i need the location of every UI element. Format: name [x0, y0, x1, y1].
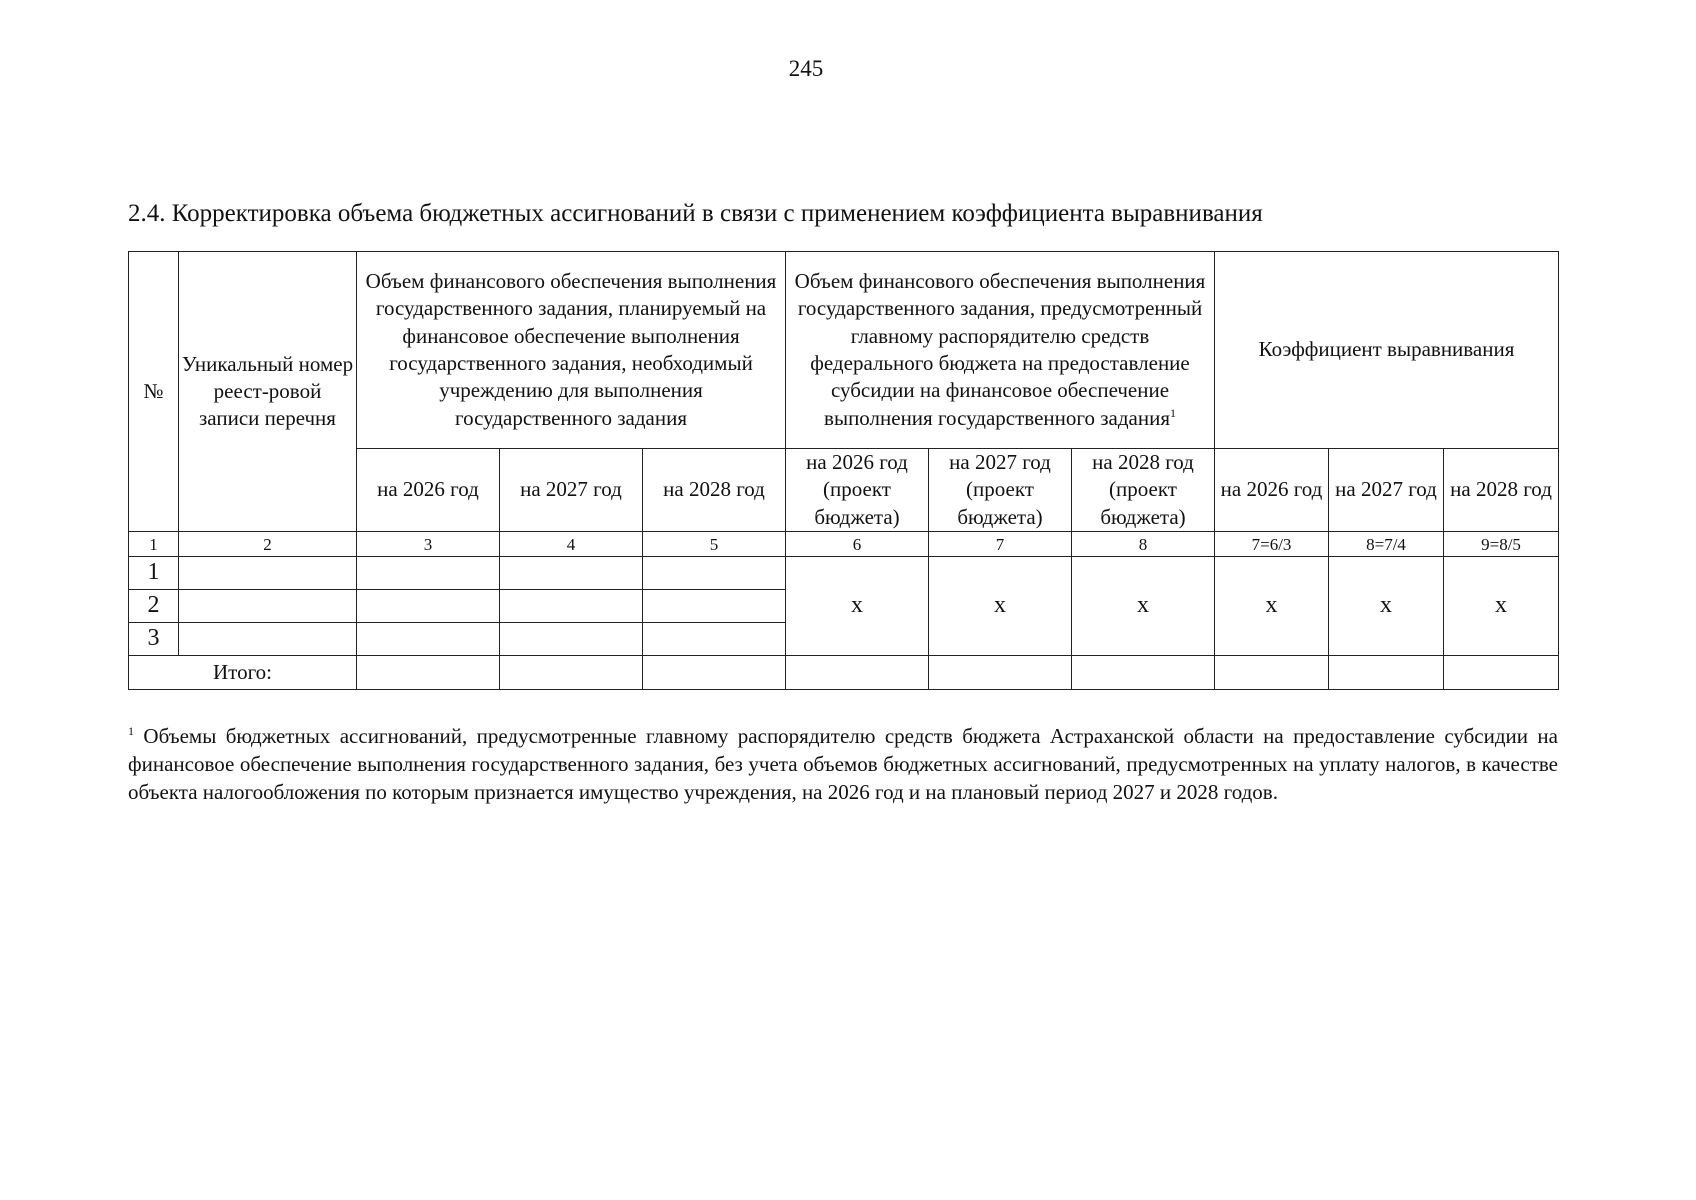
- table-cell: [643, 623, 786, 656]
- table-cell: [357, 623, 500, 656]
- column-number: 8: [1072, 532, 1215, 557]
- x-cell: x: [1072, 557, 1215, 656]
- row-number: 3: [129, 623, 179, 656]
- table-cell: [643, 656, 786, 690]
- x-cell: x: [1329, 557, 1444, 656]
- subheader-cell: на 2028 год: [643, 449, 786, 532]
- column-number: 2: [179, 532, 357, 557]
- column-number: 7: [929, 532, 1072, 557]
- column-number: 9=8/5: [1444, 532, 1559, 557]
- table-row: [129, 557, 1559, 590]
- subheader-cell: на 2026 год: [1215, 449, 1329, 532]
- row-number: 2: [129, 590, 179, 623]
- table-cell: [357, 557, 500, 590]
- footnote: [128, 717, 1558, 806]
- table-cell: [357, 590, 500, 623]
- subheader-cell: на 2027 год (проект бюджета): [929, 449, 1072, 532]
- footnote-ref: 1: [1169, 405, 1176, 420]
- table-cell: [357, 656, 500, 690]
- column-number: 8=7/4: [1329, 532, 1444, 557]
- header-planned-volume: Объем финансового обеспечения выполнения государственного задания, планируемый на финансовое обеспечение выполнения государственного задания, необходимый учреждению для выполнения государственного задания: [357, 252, 786, 449]
- table-cell: [786, 656, 929, 690]
- table-cell: [500, 590, 643, 623]
- subheader-cell: на 2028 год (проект бюджета): [1072, 449, 1215, 532]
- footnote-mark: 1: [128, 724, 134, 738]
- total-label: Итого:: [129, 656, 357, 690]
- table-cell: [500, 557, 643, 590]
- column-number: 6: [786, 532, 929, 557]
- subheader-cell: на 2026 год (проект бюджета): [786, 449, 929, 532]
- table-cell: [1072, 656, 1215, 690]
- header-alignment-coefficient: Коэффициент выравнивания: [1215, 252, 1559, 449]
- x-cell: x: [1444, 557, 1559, 656]
- column-number: 7=6/3: [1215, 532, 1329, 557]
- header-allocated-volume: [786, 252, 1215, 449]
- table-cell: [1215, 656, 1329, 690]
- subheader-cell: на 2027 год: [1329, 449, 1444, 532]
- header-number: №: [129, 252, 179, 532]
- subheader-cell: на 2026 год: [357, 449, 500, 532]
- header-registry-number: Уникальный номер реест-ровой записи перечня: [179, 252, 357, 532]
- subheader-cell: на 2027 год: [500, 449, 643, 532]
- column-number-row: [129, 532, 1559, 557]
- footnote-text: Объемы бюджетных ассигнований, предусмотренные главному распорядителю средств бюджета Астраханской области на предоставление субсидии на финансовое обеспечение выполнения государственного задания, без учета объемов бюджетных ассигнований, предусмотренных на уплату налогов, в качестве объекта налогообложения по которым признается имущество учреждения, на 2026 год и на плановый период 2027 и 2028 годов.: [128, 724, 1558, 804]
- x-cell: x: [1215, 557, 1329, 656]
- column-number: 5: [643, 532, 786, 557]
- table-cell: [929, 656, 1072, 690]
- page-number: 245: [788, 56, 824, 81]
- table-cell: [179, 590, 357, 623]
- column-number: 1: [129, 532, 179, 557]
- subheader-cell: на 2028 год: [1444, 449, 1559, 532]
- column-number: 4: [500, 532, 643, 557]
- x-cell: x: [786, 557, 929, 656]
- header-row: [129, 252, 1559, 449]
- table-cell: [179, 557, 357, 590]
- table-cell: [1329, 656, 1444, 690]
- x-cell: x: [929, 557, 1072, 656]
- column-number: 3: [357, 532, 500, 557]
- table-cell: [179, 623, 357, 656]
- table-cell: [500, 623, 643, 656]
- table-cell: [643, 557, 786, 590]
- section-title: 2.4. Корректировка объема бюджетных ассигнований в связи с применением коэффициента выравнивания: [128, 200, 1263, 227]
- header-allocated-volume-text: Объем финансового обеспечения выполнения государственного задания, предусмотренный главному распорядителю средств федерального бюджета на предоставление субсидии на финансовое обеспечение выполнения государственного задания: [794, 269, 1206, 430]
- table-cell: [1444, 656, 1559, 690]
- total-row: [129, 656, 1559, 690]
- table-cell: [500, 656, 643, 690]
- budget-correction-table: [128, 251, 1559, 690]
- row-number: 1: [129, 557, 179, 590]
- table-cell: [643, 590, 786, 623]
